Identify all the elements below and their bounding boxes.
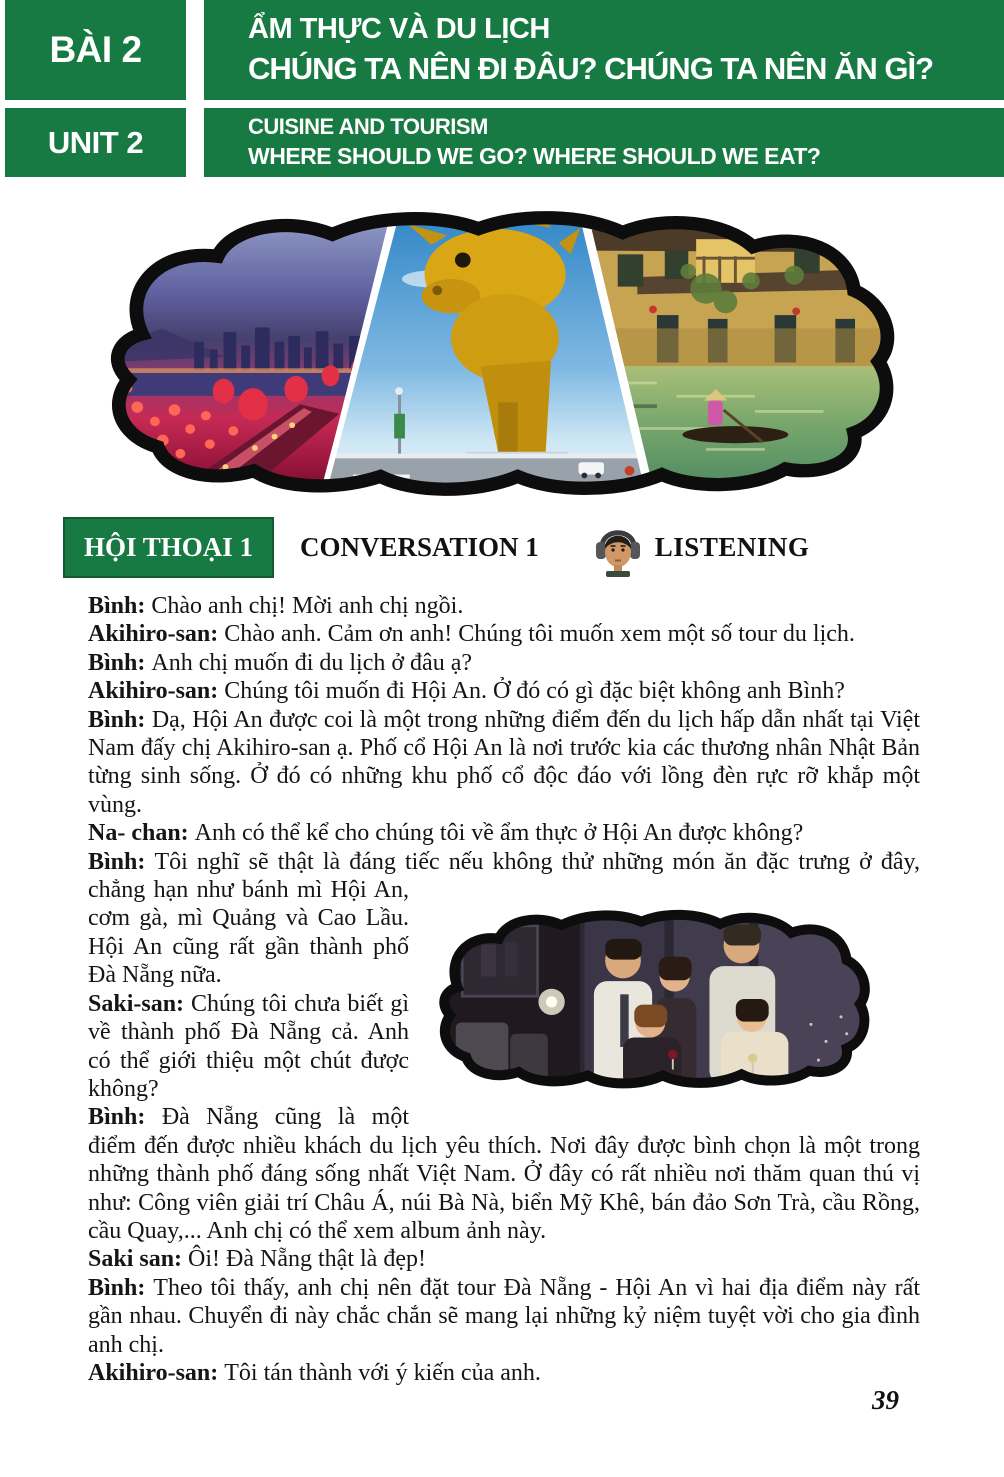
dialogue-line: Bình: Đà Nẵng cũng là một điểm đến được nhiều khách du lịch yêu thích. Nơi đây được bình chọn là một trong những thành phố đáng sống nhất Việt Nam. Ở đây có rất nhiều nơi thăm quan thú vị như: Công viên giải trí Châu Á, núi Bà Nà, biển Mỹ Khê, bán đảo Sơn Trà, cầu Rồng, cầu Quay,... Anh chị có thể xem album ảnh này.: [88, 1104, 920, 1244]
lesson-title-line2: CHÚNG TA NÊN ĐI ĐÂU? CHÚNG TA NÊN ĂN GÌ?: [248, 50, 934, 86]
dialogue-line: Bình: Chào anh chị! Mời anh chị ngồi.: [88, 593, 464, 619]
dialogue-line: Akihiro-san: Chào anh. Cảm ơn anh! Chúng tôi muốn xem một số tour du lịch.: [88, 621, 855, 648]
speaker-name: Saki-san:: [88, 990, 191, 1017]
lesson-row: [5, 0, 1004, 100]
dialogue-line: Saki san: Ôi! Đà Nẵng thật là đẹp!: [88, 1246, 426, 1273]
dialogue-line: Na- chan: Anh có thể kể cho chúng tôi về ẩm thực ở Hội An được không?: [88, 820, 804, 847]
listening-man-headphones-icon: [595, 519, 641, 577]
dialogue-line: Bình: Anh chị muốn đi du lịch ở đâu ạ?: [88, 649, 472, 676]
group-dinner-photo: [425, 906, 884, 1093]
unit-title-line2: WHERE SHOULD WE GO? WHERE SHOULD WE EAT?: [248, 142, 821, 169]
unit-badge: UNIT 2: [5, 108, 186, 177]
lesson-title-box: [204, 0, 1004, 100]
dialogue-line: Bình: Theo tôi thấy, anh chị nên đặt tour Đà Nẵng - Hội An vì hai địa điểm này rất gần nhau. Chuyển đi này chắc chắn sẽ mang lại những kỷ niệm tuyệt vời cho gia đình anh chị.: [88, 1274, 920, 1358]
dialogue-line: Akihiro-san: Tôi tán thành với ý kiến của anh.: [88, 1359, 541, 1386]
speaker-name: Bình:: [88, 593, 152, 619]
speaker-name: Akihiro-san:: [88, 1359, 225, 1386]
collage-photos: [100, 205, 905, 503]
activity-label: LISTENING: [654, 532, 810, 562]
dialogue-line: Bình: Dạ, Hội An được coi là một trong những điểm đến du lịch hấp dẫn nhất tại Việt Nam đấy chị Akihiro-san ạ. Phố cổ Hội An là nơi trước kia các thương nhân Nhật Bản từng sinh sống. Ở đó có những khu phố cổ độc đáo với lồng đèn rực rỡ khắp một vùng.: [88, 706, 920, 818]
unit-row: [5, 108, 1004, 177]
dialogue-line: Saki-san: Chúng tôi chưa biết gì về thành phố Đà Nẵng cả. Anh có thể giới thiệu một chút được không?: [88, 990, 409, 1102]
speaker-name: Bình:: [88, 1104, 162, 1131]
speaker-name: Bình:: [88, 706, 152, 733]
section-title-en: CONVERSATION 1: [300, 532, 539, 562]
speaker-name: Saki san:: [88, 1246, 189, 1273]
speaker-name: Akihiro-san:: [88, 678, 225, 705]
speaker-name: Bình:: [88, 649, 152, 676]
conversation-section-header: [63, 517, 1004, 578]
dialogue-text: [88, 592, 920, 1387]
dialogue-line: Akihiro-san: Chúng tôi muốn đi Hội An. Ở đó có gì đặc biệt không anh Bình?: [88, 678, 845, 705]
lesson-badge: BÀI 2: [5, 0, 186, 100]
dialogue-line: Bình: Tôi nghĩ sẽ thật là đáng tiếc nếu không thử những món ăn đặc trưng ở đây, chẳng hạn như bánh mì Hội An, cơm gà, mì Quảng và Cao Lầu. Hội An cũng rất gần thành phố Đà Nẵng nữa.: [88, 848, 920, 989]
section-title-vi: HỘI THOẠI 1: [63, 517, 274, 578]
speaker-name: Akihiro-san:: [88, 621, 225, 648]
dialogue-part-1: [88, 592, 920, 848]
unit-title-box: [204, 108, 1004, 177]
lesson-title-line1: ẨM THỰC VÀ DU LỊCH: [248, 13, 550, 46]
unit-title-line1: CUISINE AND TOURISM: [248, 114, 488, 140]
speaker-name: Na- chan:: [88, 820, 195, 847]
speaker-name: Bình:: [88, 848, 155, 875]
page-number: 39: [872, 1385, 899, 1415]
unit-header: [0, 0, 1004, 177]
speaker-name: Bình:: [88, 1274, 154, 1301]
intro-photo-collage: [100, 205, 905, 503]
